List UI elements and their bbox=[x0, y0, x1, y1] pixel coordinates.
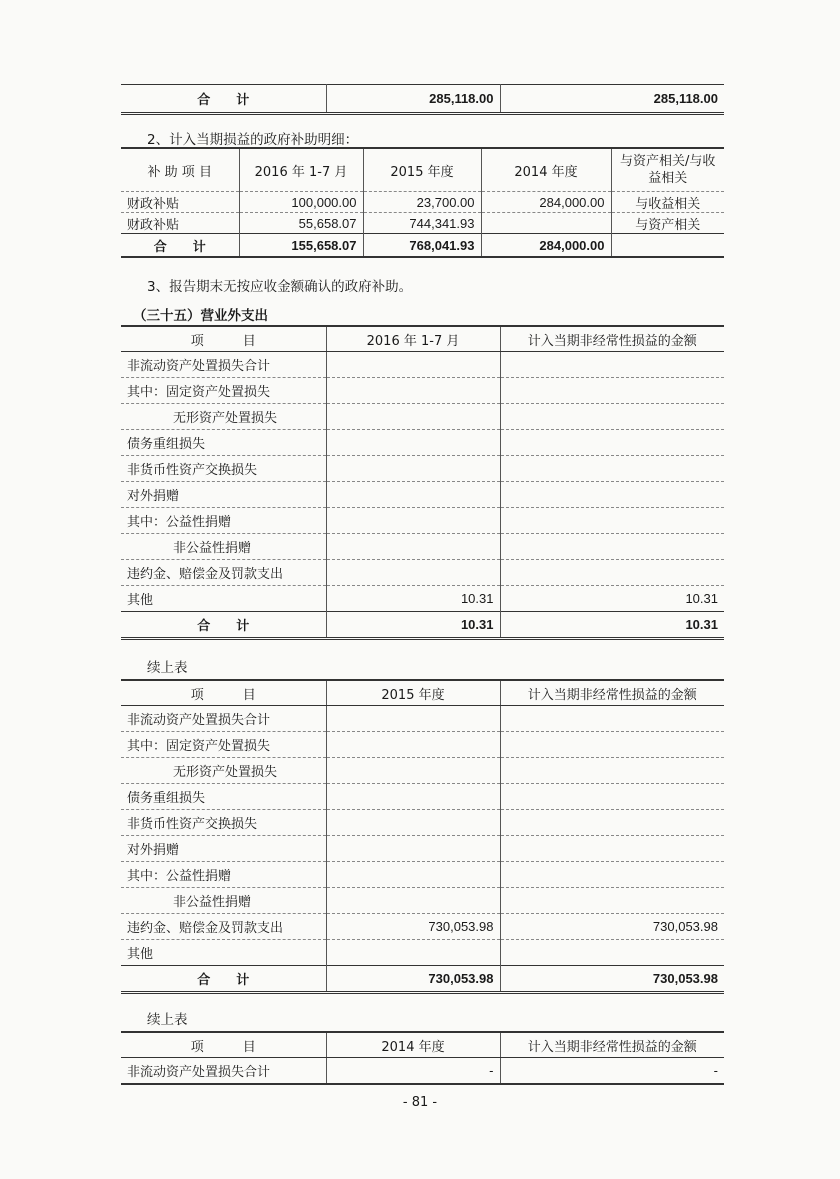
cell bbox=[500, 732, 724, 758]
total-value: 285,118.00 bbox=[326, 85, 500, 114]
table-row bbox=[121, 706, 724, 732]
item-label: 对外捐赠 bbox=[121, 836, 326, 862]
item-label: 债务重组损失 bbox=[121, 784, 326, 810]
item-label: 无形资产处置损失 bbox=[121, 758, 326, 784]
item-label: 无形资产处置损失 bbox=[121, 404, 326, 430]
column-header: 2015 年度 bbox=[363, 148, 481, 192]
item-label: 对外捐赠 bbox=[121, 482, 326, 508]
cell: 730,053.98 bbox=[500, 914, 724, 940]
cell bbox=[326, 482, 500, 508]
table-row bbox=[121, 1058, 724, 1085]
cell: 744,341.93 bbox=[363, 213, 481, 234]
table-header-row bbox=[121, 326, 724, 352]
continued-label: 续上表 bbox=[147, 1012, 188, 1028]
total-label: 合 计 bbox=[121, 966, 326, 993]
cell: 730,053.98 bbox=[326, 914, 500, 940]
column-header: 2016 年 1-7 月 bbox=[239, 148, 363, 192]
cell: 10.31 bbox=[500, 586, 724, 612]
item-label: 其中：公益性捐赠 bbox=[121, 862, 326, 888]
expense-table-2015 bbox=[121, 679, 724, 994]
cell: 284,000.00 bbox=[481, 192, 611, 213]
item-label: 非公益性捐赠 bbox=[121, 888, 326, 914]
table-row bbox=[121, 810, 724, 836]
table-row bbox=[121, 378, 724, 404]
table-row bbox=[121, 914, 724, 940]
expense-table-2016 bbox=[121, 325, 724, 640]
cell bbox=[326, 508, 500, 534]
cell bbox=[500, 862, 724, 888]
cell: 10.31 bbox=[326, 586, 500, 612]
cell bbox=[500, 940, 724, 966]
item-label: 其中：公益性捐赠 bbox=[121, 508, 326, 534]
expense-table-2014 bbox=[121, 1031, 724, 1085]
total-row bbox=[121, 966, 724, 993]
cell bbox=[500, 534, 724, 560]
top-total-table bbox=[121, 84, 724, 115]
column-header: 项 目 bbox=[121, 680, 326, 706]
total-value: 730,053.98 bbox=[326, 966, 500, 993]
cell bbox=[611, 234, 724, 258]
continued-label: 续上表 bbox=[147, 660, 188, 676]
column-header: 2014 年度 bbox=[326, 1032, 500, 1058]
cell bbox=[500, 758, 724, 784]
table-header-row bbox=[121, 1032, 724, 1058]
cell bbox=[500, 784, 724, 810]
table-row bbox=[121, 732, 724, 758]
table-row bbox=[121, 430, 724, 456]
item-label: 其他 bbox=[121, 940, 326, 966]
cell bbox=[326, 758, 500, 784]
subsidy-heading: 2、计入当期损益的政府补助明细： bbox=[147, 132, 359, 148]
cell bbox=[326, 706, 500, 732]
item-label: 非流动资产处置损失合计 bbox=[121, 706, 326, 732]
cell bbox=[326, 378, 500, 404]
subsidy-table bbox=[121, 147, 724, 258]
column-header: 计入当期非经常性损益的金额 bbox=[500, 1032, 724, 1058]
table-row bbox=[121, 508, 724, 534]
column-header: 2016 年 1-7 月 bbox=[326, 326, 500, 352]
table-row bbox=[121, 192, 724, 213]
column-header: 计入当期非经常性损益的金额 bbox=[500, 680, 724, 706]
cell bbox=[500, 430, 724, 456]
table-row bbox=[121, 560, 724, 586]
total-row bbox=[121, 612, 724, 639]
cell bbox=[500, 810, 724, 836]
item-label: 其中：固定资产处置损失 bbox=[121, 378, 326, 404]
total-label: 合 计 bbox=[121, 612, 326, 639]
total-label: 合 计 bbox=[197, 93, 250, 108]
total-row bbox=[121, 234, 724, 258]
total-value: 284,000.00 bbox=[481, 234, 611, 258]
cell: 100,000.00 bbox=[239, 192, 363, 213]
cell bbox=[326, 888, 500, 914]
cell bbox=[481, 213, 611, 234]
cell bbox=[326, 862, 500, 888]
table-row bbox=[121, 888, 724, 914]
item-label: 违约金、赔偿金及罚款支出 bbox=[121, 560, 326, 586]
cell bbox=[326, 940, 500, 966]
table-header-row bbox=[121, 680, 724, 706]
column-header: 与资产相关/与收益相关 bbox=[611, 148, 724, 192]
expense-heading: （三十五）营业外支出 bbox=[133, 308, 268, 324]
cell: 与收益相关 bbox=[611, 192, 724, 213]
table-row bbox=[121, 784, 724, 810]
cell bbox=[500, 482, 724, 508]
total-label: 合 计 bbox=[121, 234, 239, 258]
cell: 财政补贴 bbox=[121, 192, 239, 213]
cell bbox=[326, 810, 500, 836]
column-header: 项 目 bbox=[121, 1032, 326, 1058]
total-value: 730,053.98 bbox=[500, 966, 724, 993]
table-row bbox=[121, 352, 724, 378]
column-header: 补 助 项 目 bbox=[121, 148, 239, 192]
cell: 与资产相关 bbox=[611, 213, 724, 234]
cell bbox=[500, 378, 724, 404]
column-header: 2014 年度 bbox=[481, 148, 611, 192]
item-label: 非公益性捐赠 bbox=[121, 534, 326, 560]
table-row bbox=[121, 456, 724, 482]
cell bbox=[500, 560, 724, 586]
cell bbox=[500, 352, 724, 378]
total-value: 285,118.00 bbox=[500, 85, 724, 114]
table-row bbox=[121, 836, 724, 862]
total-row bbox=[121, 85, 724, 114]
cell bbox=[326, 732, 500, 758]
page-number: - 81 - bbox=[402, 1095, 438, 1110]
table-row bbox=[121, 213, 724, 234]
item-label: 违约金、赔偿金及罚款支出 bbox=[121, 914, 326, 940]
total-value: 768,041.93 bbox=[363, 234, 481, 258]
cell bbox=[326, 456, 500, 482]
cell bbox=[326, 560, 500, 586]
cell bbox=[326, 784, 500, 810]
item-label: 非流动资产处置损失合计 bbox=[121, 352, 326, 378]
table-row bbox=[121, 940, 724, 966]
cell bbox=[326, 430, 500, 456]
table-row bbox=[121, 758, 724, 784]
item-label: 债务重组损失 bbox=[121, 430, 326, 456]
total-value: 10.31 bbox=[326, 612, 500, 639]
column-header: 项 目 bbox=[121, 326, 326, 352]
total-value: 10.31 bbox=[500, 612, 724, 639]
item-label: 非流动资产处置损失合计 bbox=[121, 1058, 326, 1085]
item-label: 非货币性资产交换损失 bbox=[121, 810, 326, 836]
item-label: 其他 bbox=[121, 586, 326, 612]
column-header: 2015 年度 bbox=[326, 680, 500, 706]
table-row bbox=[121, 534, 724, 560]
cell bbox=[326, 352, 500, 378]
table-header-row bbox=[121, 148, 724, 192]
note-3: 3、报告期末无按应收金额确认的政府补助。 bbox=[147, 279, 413, 295]
cell: 财政补贴 bbox=[121, 213, 239, 234]
total-value: 155,658.07 bbox=[239, 234, 363, 258]
table-row bbox=[121, 862, 724, 888]
cell: - bbox=[500, 1058, 724, 1085]
item-label: 非货币性资产交换损失 bbox=[121, 456, 326, 482]
table-row bbox=[121, 404, 724, 430]
cell bbox=[500, 888, 724, 914]
item-label: 其中：固定资产处置损失 bbox=[121, 732, 326, 758]
table-row bbox=[121, 482, 724, 508]
cell bbox=[500, 836, 724, 862]
cell bbox=[500, 706, 724, 732]
cell bbox=[326, 534, 500, 560]
cell: 55,658.07 bbox=[239, 213, 363, 234]
cell bbox=[500, 404, 724, 430]
cell bbox=[500, 508, 724, 534]
table-row bbox=[121, 586, 724, 612]
cell bbox=[326, 404, 500, 430]
column-header: 计入当期非经常性损益的金额 bbox=[500, 326, 724, 352]
cell: - bbox=[326, 1058, 500, 1085]
cell bbox=[500, 456, 724, 482]
cell: 23,700.00 bbox=[363, 192, 481, 213]
cell bbox=[326, 836, 500, 862]
